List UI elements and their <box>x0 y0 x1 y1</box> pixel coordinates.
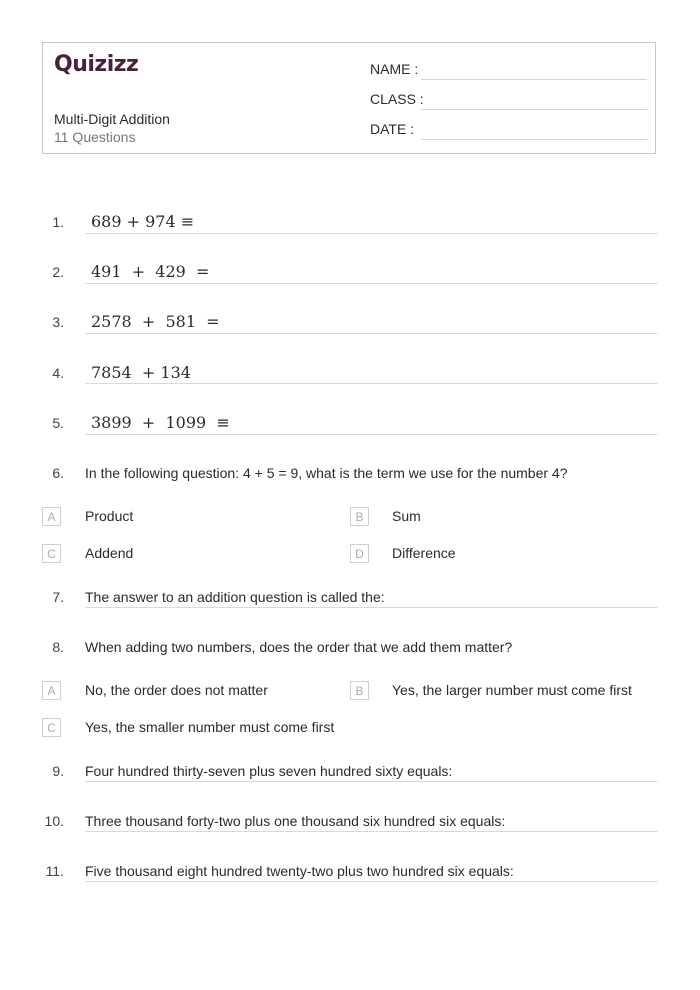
quizizz-logo: Quizizz <box>54 52 139 77</box>
option-letter[interactable]: C <box>42 544 61 563</box>
answer-line[interactable] <box>85 383 658 384</box>
option-text[interactable]: Sum <box>392 508 421 524</box>
question-text: When adding two numbers, does the order that we add them matter? <box>85 639 513 655</box>
answer-line[interactable] <box>85 434 658 435</box>
question-text: The answer to an addition question is called the: <box>85 589 385 605</box>
question-text: In the following question: 4 + 5 = 9, what is the term we use for the number 4? <box>85 465 568 481</box>
question-number: 7. <box>52 589 64 605</box>
answer-line[interactable] <box>85 781 658 782</box>
option-letter[interactable]: D <box>350 544 369 563</box>
worksheet-header <box>42 42 656 154</box>
question-number: 11. <box>45 863 64 879</box>
question-math: 3899 + 1099 ≡ <box>91 413 230 432</box>
option-text[interactable]: No, the order does not matter <box>85 682 268 698</box>
option-text[interactable]: Yes, the smaller number must come first <box>85 719 335 735</box>
date-label: DATE : <box>370 121 415 137</box>
option-letter[interactable]: B <box>350 681 369 700</box>
question-math: 2578 + 581 = <box>91 312 220 331</box>
question-number: 8. <box>52 639 64 655</box>
answer-line[interactable] <box>85 607 658 608</box>
question-math: 689 + 974 ≡ <box>91 212 195 231</box>
question-number: 5. <box>52 415 64 431</box>
option-letter[interactable]: A <box>42 507 61 526</box>
answer-line[interactable] <box>85 233 658 234</box>
option-letter[interactable]: B <box>350 507 369 526</box>
question-number: 6. <box>52 465 64 481</box>
option-text[interactable]: Product <box>85 508 134 524</box>
question-math: 7854 + 134 <box>91 363 191 382</box>
option-letter[interactable]: C <box>42 718 61 737</box>
question-count: 11 Questions <box>54 129 136 145</box>
question-text: Three thousand forty-two plus one thousand six hundred six equals: <box>85 813 506 829</box>
question-number: 10. <box>44 813 64 829</box>
question-number: 2. <box>52 264 64 280</box>
question-math: 491 + 429 = <box>91 262 210 281</box>
class-field[interactable] <box>421 109 647 110</box>
class-label: CLASS : <box>370 91 424 107</box>
question-text: Four hundred thirty-seven plus seven hundred sixty equals: <box>85 763 453 779</box>
answer-line[interactable] <box>85 283 658 284</box>
question-number: 4. <box>52 365 64 381</box>
answer-line[interactable] <box>85 333 658 334</box>
question-number: 1. <box>52 214 64 230</box>
option-text[interactable]: Difference <box>392 545 456 561</box>
option-text[interactable]: Addend <box>85 545 134 561</box>
option-text[interactable]: Yes, the larger number must come first <box>392 682 632 698</box>
answer-line[interactable] <box>85 831 658 832</box>
question-text: Five thousand eight hundred twenty-two plus two hundred six equals: <box>85 863 514 879</box>
question-number: 9. <box>52 763 64 779</box>
question-number: 3. <box>52 314 64 330</box>
name-field[interactable] <box>421 79 647 80</box>
worksheet-title: Multi-Digit Addition <box>54 111 170 127</box>
date-field[interactable] <box>421 139 647 140</box>
name-label: NAME : <box>370 61 419 77</box>
option-letter[interactable]: A <box>42 681 61 700</box>
answer-line[interactable] <box>85 881 658 882</box>
